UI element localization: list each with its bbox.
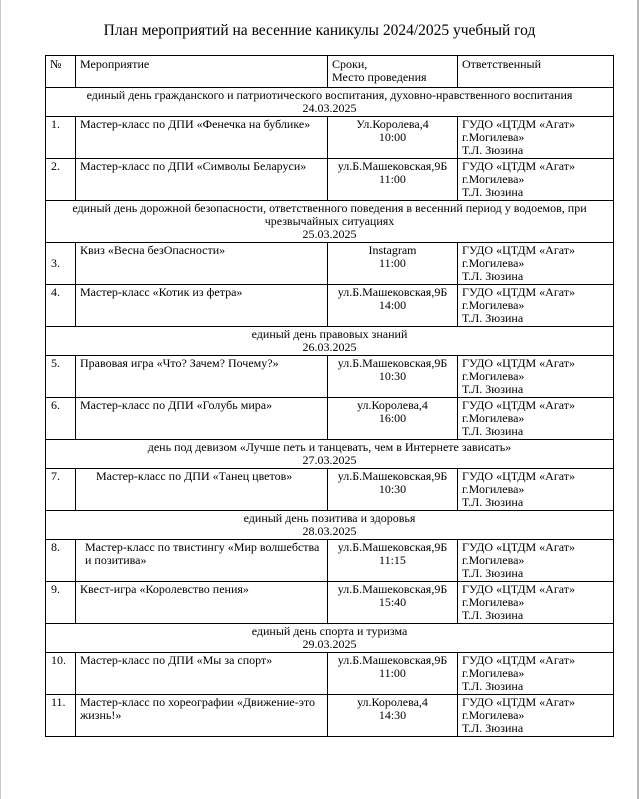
event-title: Квиз «Весна безОпасности» — [76, 243, 328, 285]
table-row — [46, 285, 614, 327]
event-title: Мастер-класс по ДПИ «Мы за спорт» — [76, 653, 328, 695]
event-responsible — [458, 469, 614, 511]
event-responsible — [458, 117, 614, 159]
event-when-where — [328, 285, 458, 327]
table-row — [46, 356, 614, 398]
header-when-line1: Сроки, — [332, 57, 368, 71]
event-time: 11:15 — [379, 553, 406, 567]
event-responsible — [458, 398, 614, 440]
responsible-city: г.Могилева» — [462, 298, 525, 312]
responsible-city: г.Могилева» — [462, 172, 525, 186]
day-date: 25.03.2025 — [302, 227, 357, 241]
responsible-org: ГУДО «ЦТДМ «Агат» — [462, 285, 576, 299]
responsible-city: г.Могилева» — [462, 595, 525, 609]
event-title: Правовая игра «Что? Зачем? Почему?» — [76, 356, 328, 398]
day-header-row — [46, 201, 614, 243]
event-when-where — [328, 356, 458, 398]
event-time: 11:00 — [379, 666, 406, 680]
responsible-org: ГУДО «ЦТДМ «Агат» — [462, 540, 576, 554]
event-time: 10:30 — [378, 369, 407, 383]
day-header-cell — [46, 88, 614, 117]
day-date: 28.03.2025 — [302, 524, 357, 538]
event-number: 5. — [46, 356, 76, 398]
responsible-person: Т.Л. Зюзина — [462, 608, 524, 622]
event-place: ул.Б.Машековская,9Б — [337, 469, 448, 483]
responsible-org: ГУДО «ЦТДМ «Агат» — [462, 469, 576, 483]
responsible-city: г.Могилева» — [462, 369, 525, 383]
responsible-person: Т.Л. Зюзина — [462, 721, 524, 735]
responsible-org: ГУДО «ЦТДМ «Агат» — [462, 653, 576, 667]
day-date: 29.03.2025 — [302, 637, 357, 651]
responsible-org: ГУДО «ЦТДМ «Агат» — [462, 159, 576, 173]
responsible-org: ГУДО «ЦТДМ «Агат» — [462, 582, 576, 596]
event-when-where — [328, 582, 458, 624]
day-header-cell — [46, 511, 614, 540]
responsible-person: Т.Л. Зюзина — [462, 382, 524, 396]
event-when-where — [328, 243, 458, 285]
header-resp: Ответственный — [458, 56, 614, 88]
event-number: 4. — [46, 285, 76, 327]
responsible-person: Т.Л. Зюзина — [462, 495, 524, 509]
event-title: Мастер-класс «Котик из фетра» — [76, 285, 328, 327]
responsible-person: Т.Л. Зюзина — [462, 143, 524, 157]
event-title: Мастер-класс по ДПИ «Танец цветов» — [76, 469, 328, 511]
event-place: Ул.Королева,4 — [356, 117, 429, 131]
day-title: единый день гражданского и патриотического воспитания, духовно-нравственного воспитания — [86, 88, 573, 102]
day-header-cell — [46, 624, 614, 653]
event-title: Мастер-класс по хореографии «Движение-это жизнь!» — [76, 695, 328, 737]
event-number: 1. — [46, 117, 76, 159]
day-title: единый день правовых знаний — [251, 327, 408, 341]
event-number: 6. — [46, 398, 76, 440]
day-header-row — [46, 327, 614, 356]
event-time: 11:00 — [379, 256, 406, 270]
event-when-where — [328, 159, 458, 201]
event-place: ул.Б.Машековская,9Б — [337, 159, 448, 173]
event-number: 11. — [46, 695, 76, 737]
day-header-row — [46, 511, 614, 540]
responsible-city: г.Могилева» — [462, 708, 525, 722]
event-place: ул.Б.Машековская,9Б — [337, 356, 448, 370]
event-time: 14:30 — [378, 708, 407, 722]
event-responsible — [458, 695, 614, 737]
table-row — [46, 540, 614, 582]
event-when-where — [328, 695, 458, 737]
day-date: 26.03.2025 — [302, 340, 357, 354]
event-place: Instagram — [368, 243, 417, 257]
event-place: ул.Б.Машековская,9Б — [337, 582, 448, 596]
event-place: ул.Б.Машековская,9Б — [337, 540, 448, 554]
responsible-org: ГУДО «ЦТДМ «Агат» — [462, 695, 576, 709]
responsible-city: г.Могилева» — [462, 666, 525, 680]
event-place: ул.Б.Машековская,9Б — [337, 653, 448, 667]
responsible-city: г.Могилева» — [462, 411, 525, 425]
header-when-line2: Место проведения — [332, 70, 427, 84]
page-title: План мероприятий на весенние каникулы 2024/2025 учебный год — [103, 22, 536, 39]
event-time: 15:40 — [378, 595, 407, 609]
event-place: ул.Б.Машековская,9Б — [337, 285, 448, 299]
day-date: 24.03.2025 — [302, 101, 357, 115]
event-number: 9. — [46, 582, 76, 624]
responsible-person: Т.Л. Зюзина — [462, 679, 524, 693]
responsible-city: г.Могилева» — [462, 553, 525, 567]
header-event: Мероприятие — [76, 56, 328, 88]
event-title: Квест-игра «Королевство пения» — [76, 582, 328, 624]
event-when-where — [328, 540, 458, 582]
event-when-where — [328, 653, 458, 695]
responsible-city: г.Могилева» — [462, 130, 525, 144]
event-when-where — [328, 117, 458, 159]
event-number: 7. — [46, 469, 76, 511]
responsible-org: ГУДО «ЦТДМ «Агат» — [462, 117, 576, 131]
responsible-person: Т.Л. Зюзина — [462, 566, 524, 580]
responsible-person: Т.Л. Зюзина — [462, 185, 524, 199]
event-responsible — [458, 243, 614, 285]
event-responsible — [458, 540, 614, 582]
event-responsible — [458, 285, 614, 327]
event-number: 2. — [46, 159, 76, 201]
responsible-city: г.Могилева» — [462, 256, 525, 270]
event-title: Мастер-класс по ДПИ «Символы Беларуси» — [76, 159, 328, 201]
header-when — [328, 56, 458, 88]
day-header-cell — [46, 327, 614, 356]
event-time: 10:30 — [378, 482, 407, 496]
event-title: Мастер-класс по ДПИ «Голубь мира» — [76, 398, 328, 440]
event-when-where — [328, 398, 458, 440]
responsible-org: ГУДО «ЦТДМ «Агат» — [462, 243, 576, 257]
event-number: 3. — [46, 243, 76, 285]
table-row — [46, 159, 614, 201]
table-row — [46, 117, 614, 159]
table-header — [46, 56, 614, 88]
events-table — [45, 55, 614, 737]
day-date: 27.03.2025 — [302, 453, 357, 467]
responsible-city: г.Могилева» — [462, 482, 525, 496]
event-time: 14:00 — [378, 298, 407, 312]
event-responsible — [458, 159, 614, 201]
table-row — [46, 243, 614, 285]
event-place: ул.Королева,4 — [357, 398, 428, 412]
event-number: 10. — [46, 653, 76, 695]
responsible-org: ГУДО «ЦТДМ «Агат» — [462, 356, 576, 370]
day-header-row — [46, 88, 614, 117]
day-title: единый день позитива и здоровья — [243, 511, 416, 525]
table-row — [46, 653, 614, 695]
event-time: 11:00 — [379, 172, 406, 186]
responsible-person: Т.Л. Зюзина — [462, 269, 524, 283]
event-time: 16:00 — [378, 411, 407, 425]
table-row — [46, 695, 614, 737]
page-frame-left — [0, 0, 1, 799]
day-header-cell — [46, 440, 614, 469]
responsible-person: Т.Л. Зюзина — [462, 311, 524, 325]
event-time: 10:00 — [378, 130, 407, 144]
day-title: единый день спорта и туризма — [251, 624, 408, 638]
event-responsible — [458, 653, 614, 695]
event-place: ул.Королева,4 — [357, 695, 428, 709]
table-row — [46, 582, 614, 624]
table-row — [46, 469, 614, 511]
event-responsible — [458, 582, 614, 624]
day-header-row — [46, 440, 614, 469]
day-title: единый день дорожной безопасности, ответственного поведения в весенний период у водоемов, при чрезвычайных ситуациях — [72, 201, 587, 228]
event-when-where — [328, 469, 458, 511]
table-row — [46, 398, 614, 440]
event-number: 8. — [46, 540, 76, 582]
header-num: № — [46, 56, 76, 88]
responsible-org: ГУДО «ЦТДМ «Агат» — [462, 398, 576, 412]
responsible-person: Т.Л. Зюзина — [462, 424, 524, 438]
day-header-cell — [46, 201, 614, 243]
event-title: Мастер-класс по твистингу «Мир волшебства и позитива» — [76, 540, 328, 582]
event-title: Мастер-класс по ДПИ «Фенечка на бублике» — [76, 117, 328, 159]
event-responsible — [458, 356, 614, 398]
day-header-row — [46, 624, 614, 653]
day-title: день под девизом «Лучше петь и танцевать, чем в Интернете зависать» — [147, 440, 512, 454]
